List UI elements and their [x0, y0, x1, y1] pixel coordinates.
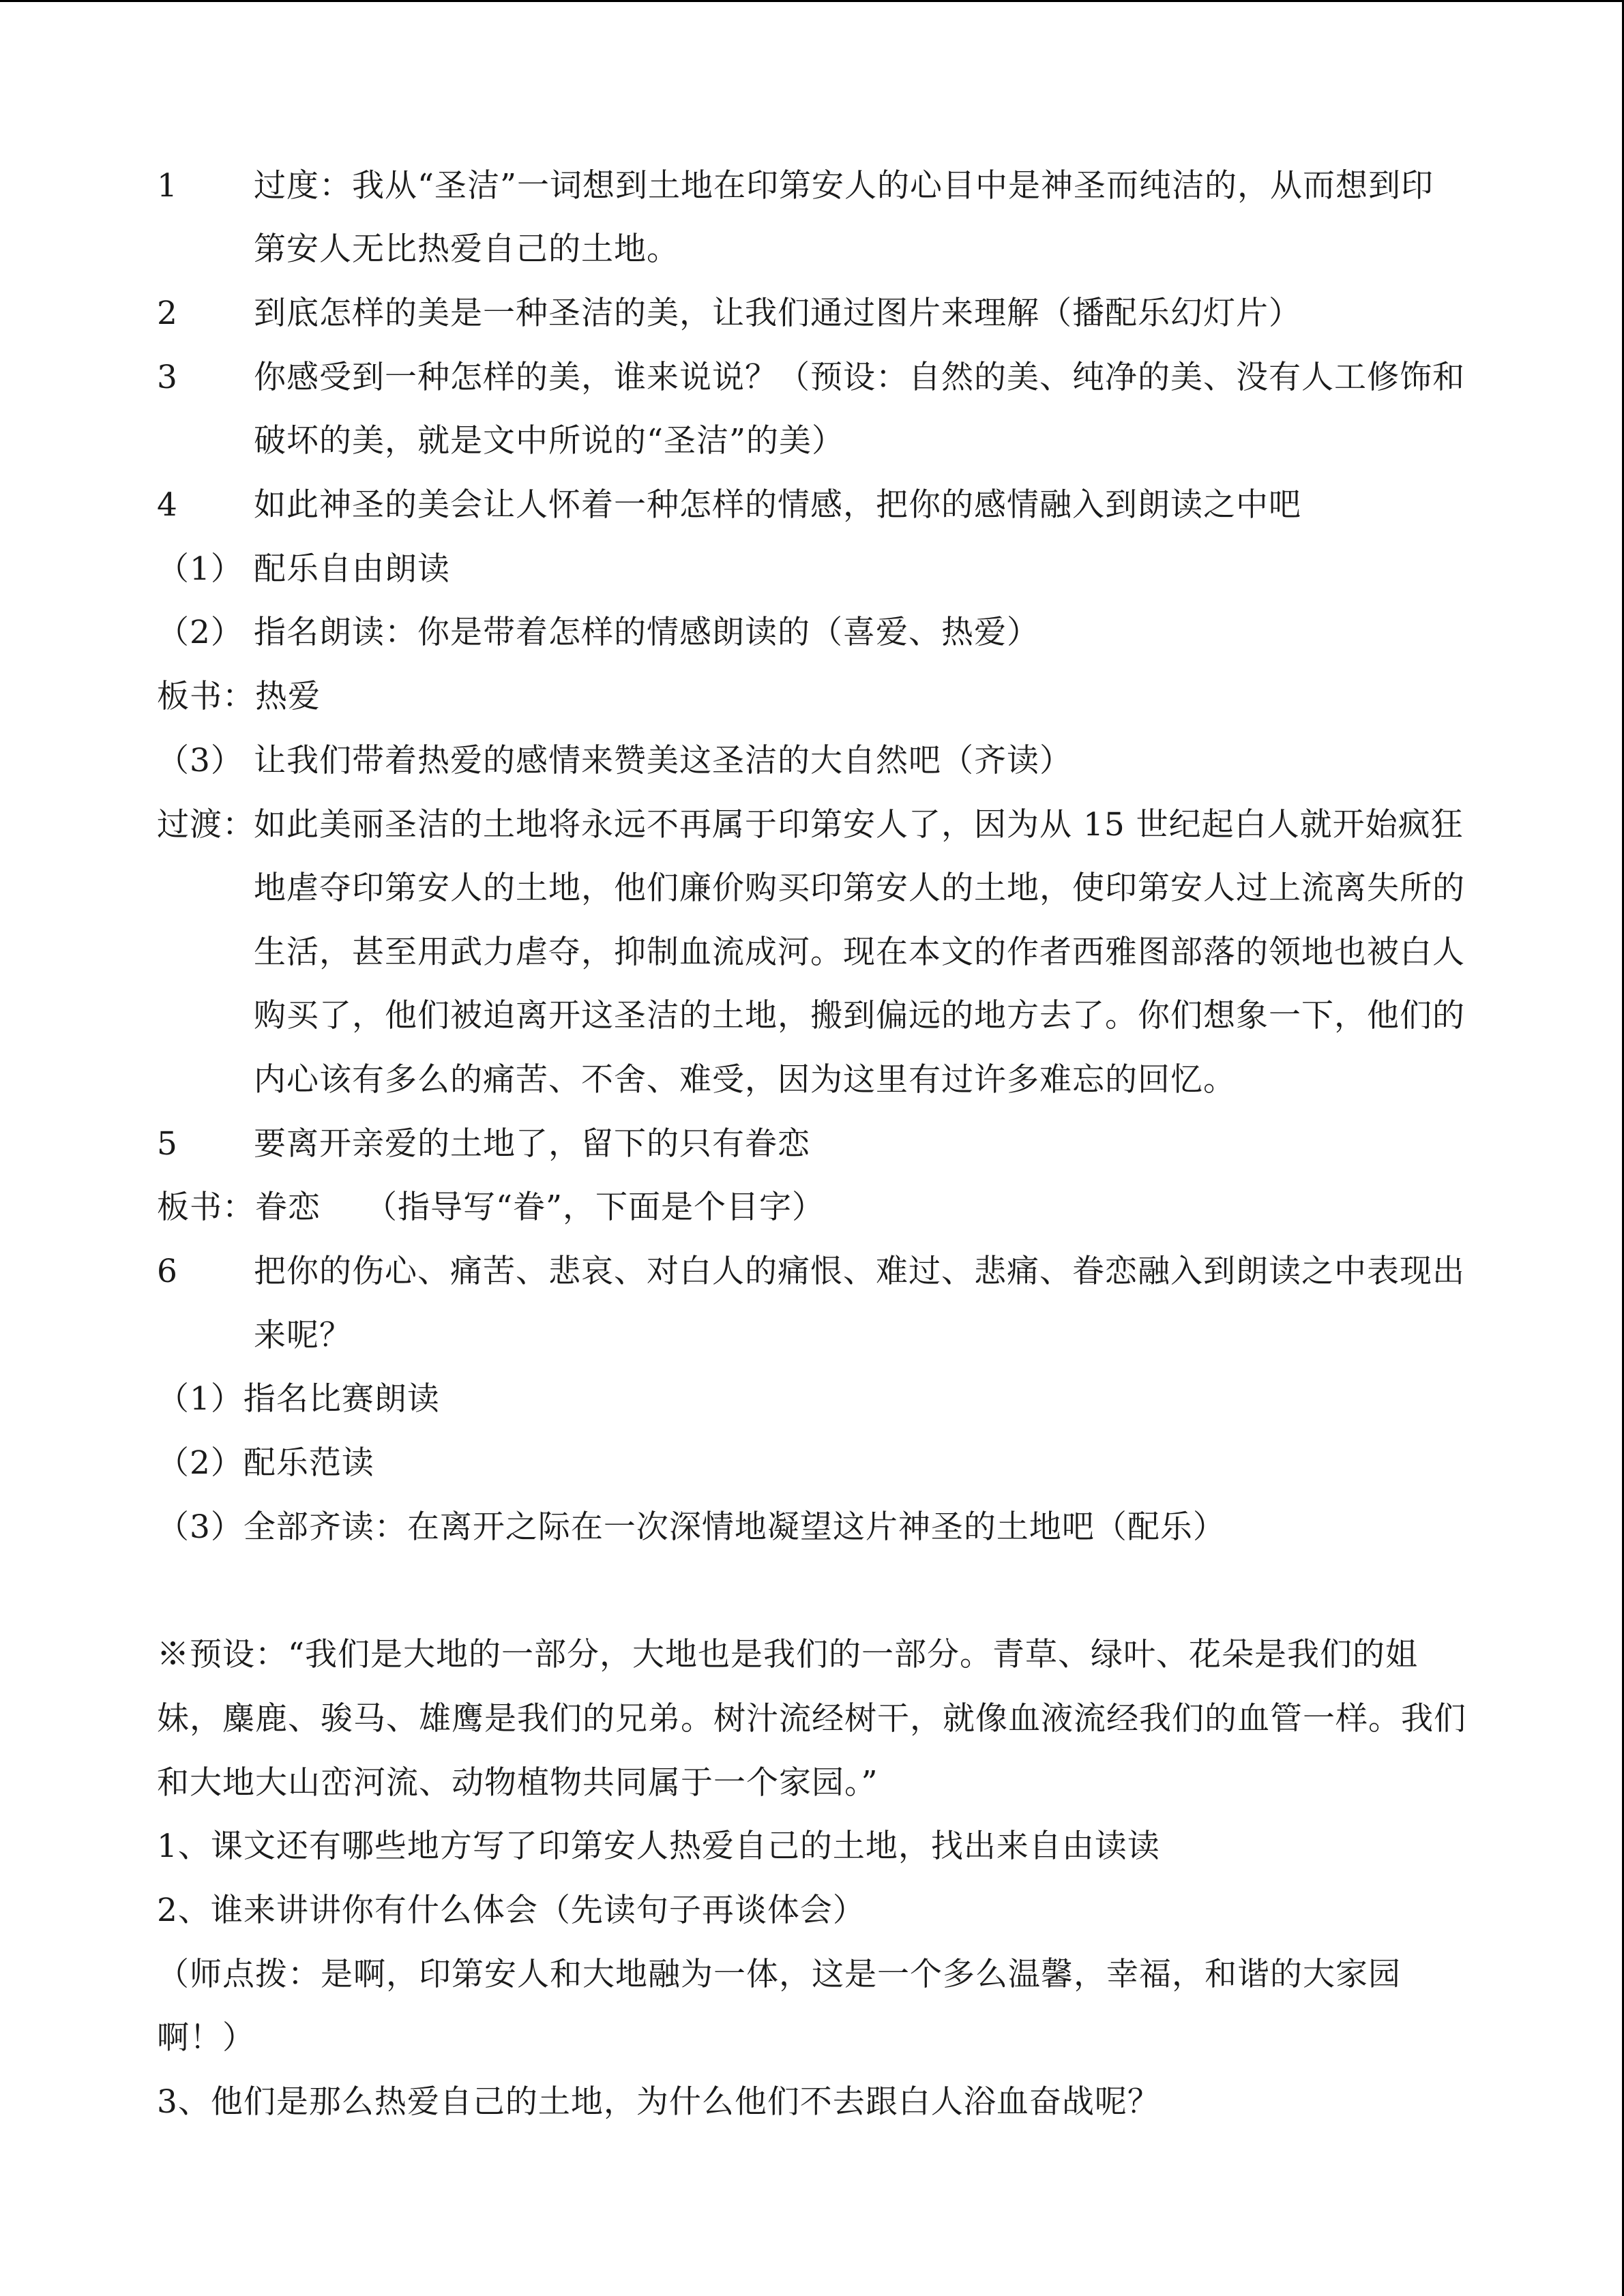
item-text: 过度：我从“圣洁”一词想到土地在印第安人的心目中是神圣而纯洁的，从而想到印	[254, 167, 1434, 205]
sub-number: （3）	[157, 742, 243, 779]
item-text: 你感受到一种怎样的美，谁来说说？（预设：自然的美、纯净的美、没有人工修饰和	[254, 359, 1465, 396]
board-text: 板书：热爱	[157, 678, 321, 715]
sub-text: 让我们带着热爱的感情来赞美这圣洁的大自然吧（齐读）	[254, 742, 1072, 779]
transition-text: 生活，甚至用武力虐夺，抑制血流成河。现在本文的作者西雅图部落的领地也被白人	[254, 934, 1465, 971]
sub-text: 指名朗读：你是带着怎样的情感朗读的（喜爱、热爱）	[254, 614, 1039, 651]
sub-text: （1）指名比赛朗读	[157, 1380, 440, 1418]
item-text: 要离开亲爱的土地了，留下的只有眷恋	[254, 1125, 810, 1163]
item-text: 到底怎样的美是一种圣洁的美，让我们通过图片来理解（播配乐幻灯片）	[254, 295, 1301, 332]
item-text: 来呢？	[254, 1317, 352, 1354]
question-text: 2、谁来讲讲你有什么体会（先读句子再谈体会）	[157, 1892, 866, 1929]
preset-text: ※预设：“我们是大地的一部分，大地也是我们的一部分。青草、绿叶、花朵是我们的姐	[157, 1636, 1419, 1673]
item-text: 第安人无比热爱自己的土地。	[254, 230, 679, 268]
item-text: 把你的伤心、痛苦、悲哀、对白人的痛恨、难过、悲痛、眷恋融入到朗读之中表现出	[254, 1253, 1465, 1290]
teacher-note-text: 啊！）	[157, 2019, 255, 2057]
item-number: 2	[157, 295, 178, 332]
sub-text: （3）全部齐读：在离开之际在一次深情地凝望这片神圣的土地吧（配乐）	[157, 1508, 1226, 1546]
sub-number: （2）	[157, 614, 243, 651]
teacher-note-text: （师点拨：是啊，印第安人和大地融为一体，这是一个多么温馨，幸福，和谐的大家园	[157, 1956, 1401, 1993]
sub-number: （1）	[157, 550, 243, 588]
transition-label: 过渡：	[157, 806, 255, 844]
board-text: 板书：眷恋	[157, 1189, 321, 1226]
item-number: 4	[157, 486, 178, 524]
board-hint: （指导写“眷”，下面是个目字）	[365, 1189, 825, 1226]
item-number: 6	[157, 1253, 178, 1290]
question-text: 1、课文还有哪些地方写了印第安人热爱自己的土地，找出来自由读读	[157, 1828, 1160, 1865]
transition-text: 地虐夺印第安人的土地，他们廉价购买印第安人的土地，使印第安人过上流离失所的	[254, 869, 1465, 907]
item-text: 破坏的美，就是文中所说的“圣洁”的美）	[254, 422, 845, 460]
item-number: 1	[157, 167, 178, 205]
item-number: 3	[157, 359, 178, 396]
sub-text: 配乐自由朗读	[254, 550, 450, 588]
transition-text: 如此美丽圣洁的土地将永远不再属于印第安人了，因为从 15 世纪起白人就开始疯狂	[254, 806, 1464, 844]
item-text: 如此神圣的美会让人怀着一种怎样的情感，把你的感情融入到朗读之中吧	[254, 486, 1301, 524]
question-text: 3、他们是那么热爱自己的土地，为什么他们不去跟白人浴血奋战呢？	[157, 2083, 1160, 2121]
sub-text: （2）配乐范读	[157, 1444, 374, 1482]
preset-text: 妹，麋鹿、骏马、雄鹰是我们的兄弟。树汁流经树干，就像血液流经我们的血管一样。我们	[157, 1700, 1466, 1738]
transition-text: 购买了，他们被迫离开这圣洁的土地，搬到偏远的地方去了。你们想象一下，他们的	[254, 997, 1465, 1034]
transition-text: 内心该有多么的痛苦、不舍、难受，因为这里有过许多难忘的回忆。	[254, 1061, 1236, 1099]
preset-text: 和大地大山峦河流、动物植物共同属于一个家园。”	[157, 1764, 879, 1802]
item-number: 5	[157, 1125, 178, 1163]
